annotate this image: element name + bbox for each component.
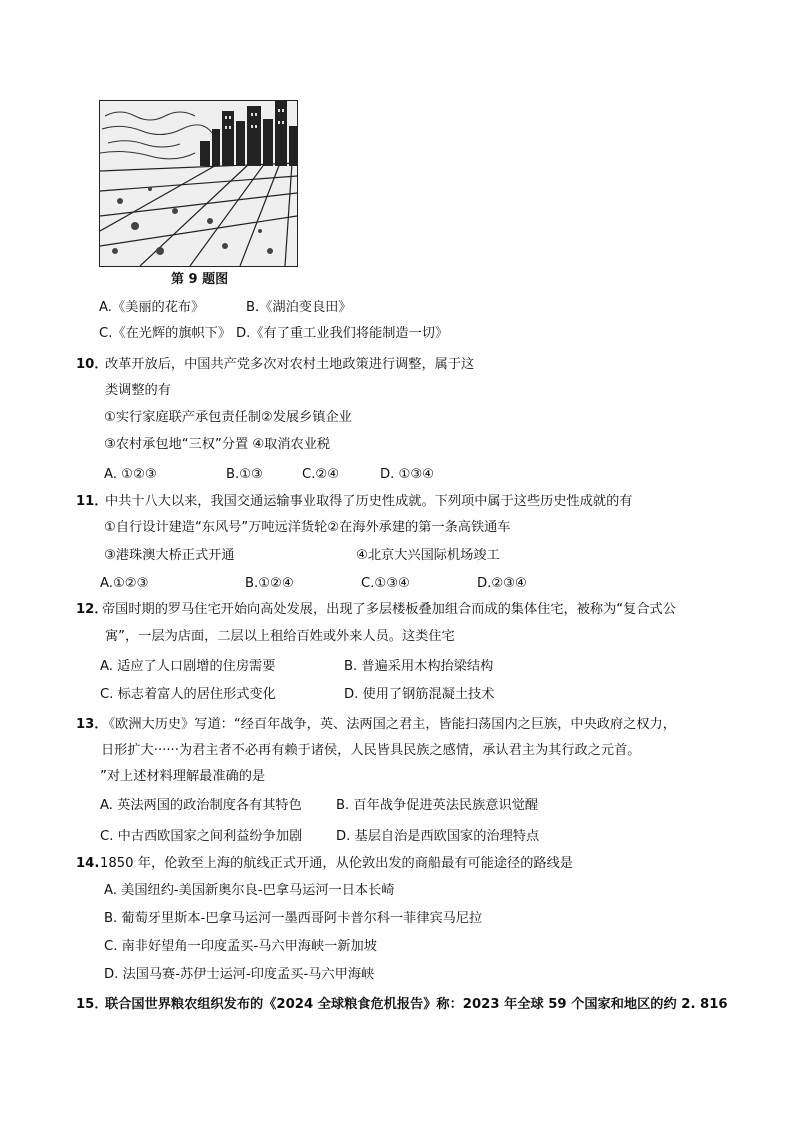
q13-stem-line3: ”对上述材料理解最准确的是	[100, 769, 266, 784]
q10-stem-line2: 类调整的有	[105, 383, 171, 398]
q12-stem-line1: 帝国时期的罗马住宅开始向高处发展，出现了多层楼板叠加组合而成的集体住宅，被称为“复合式公	[102, 602, 676, 617]
q11-item-1: ①自行设计建造“东风号”万吨远洋货轮②在海外承建的第一条高铁通车	[104, 520, 511, 535]
q14-option-b: B. 葡萄牙里斯本-巴拿马运河一墨西哥阿卡普尔科一菲律宾马尼拉	[104, 911, 483, 926]
q11-option-a: A.①②③	[100, 576, 149, 591]
q11-option-b: B.①②④	[245, 576, 294, 591]
q9-option-c: C.《在光辉的旗帜下》	[99, 326, 232, 341]
q11-option-c: C.①③④	[361, 576, 410, 591]
q9-option-d: D.《有了重工业我们将能制造一切》	[236, 326, 449, 341]
q11-item-4: ④北京大兴国际机场竣工	[356, 548, 500, 563]
q13-option-d: D. 基层自治是西欧国家的治理特点	[336, 829, 540, 844]
q12-option-d: D. 使用了钢筋混凝土技术	[344, 687, 495, 702]
q14-option-d: D. 法国马赛-苏伊士运河-印度孟买-马六甲海峡	[104, 967, 375, 982]
q15-number: 15．	[76, 997, 108, 1012]
q12-number: 12．	[76, 602, 108, 617]
q10-stem-line1: 改革开放后，中国共产党多次对农村土地政策进行调整，属于这	[105, 357, 475, 372]
q9-option-a: A.《美丽的花布》	[99, 300, 205, 315]
q13-stem-line2: 日形扩大······为君主者不必再有赖于诸侯，人民皆具民族之感情，承认君主为其行政之元首。	[101, 743, 641, 758]
q14-option-c: C. 南非好望角一印度孟买-马六甲海峡一新加坡	[104, 939, 377, 954]
q13-number: 13．	[76, 717, 108, 732]
q14-option-a: A. 美国纽约-美国新奥尔良-巴拿马运河一日本长崎	[104, 883, 395, 898]
q11-stem: 中共十八大以来，我国交通运输事业取得了历史性成就。下列项中属于这些历史性成就的有	[105, 494, 633, 509]
q15-stem: 联合国世界粮农组织发布的《2024 全球粮食危机报告》称：2023 年全球 59 个国家和地区的约 2. 816	[105, 997, 728, 1012]
q14-number: 14.	[76, 856, 100, 871]
q12-option-a: A. 适应了人口剧增的住房需要	[100, 659, 276, 674]
q11-item-3: ③港珠澳大桥正式开通	[104, 548, 235, 563]
cityscape-illustration	[100, 101, 297, 266]
q10-option-d: D. ①③④	[380, 467, 435, 482]
q13-option-c: C. 中古西欧国家之间利益纷争加剧	[100, 829, 303, 844]
q13-option-a: A. 英法两国的政治制度各有其特色	[100, 798, 302, 813]
q9-option-b: B.《湖泊变良田》	[246, 300, 352, 315]
q11-option-d: D.②③④	[477, 576, 527, 591]
question-9-figure	[99, 100, 298, 267]
q11-number: 11．	[76, 494, 108, 509]
q10-option-c: C.②④	[302, 467, 340, 482]
q10-item-2: ③农村承包地“三权”分置 ④取消农业税	[104, 437, 331, 452]
q13-stem-line1: 《欧洲大历史》写道：“经百年战争，英、法两国之君主，皆能扫荡国内之巨族，中央政府之权力，	[102, 717, 676, 732]
q10-number: 10．	[76, 357, 108, 372]
q14-stem: 1850 年，伦敦至上海的航线正式开通，从伦敦出发的商船最有可能途径的路线是	[100, 856, 573, 871]
q10-option-b: B.①③	[226, 467, 263, 482]
q10-item-1: ①实行家庭联产承包责任制②发展乡镇企业	[104, 410, 352, 425]
q12-option-b: B. 普遍采用木构抬梁结构	[344, 659, 494, 674]
q10-option-a: A. ①②③	[104, 467, 157, 482]
q12-stem-line2: 寓”，一层为店面，二层以上租给百姓或外来人员。这类住宅	[105, 629, 455, 644]
q13-option-b: B. 百年战争促进英法民族意识觉醒	[336, 798, 539, 813]
figure-caption: 第 9 题图	[171, 272, 229, 287]
q12-option-c: C. 标志着富人的居住形式变化	[100, 687, 276, 702]
